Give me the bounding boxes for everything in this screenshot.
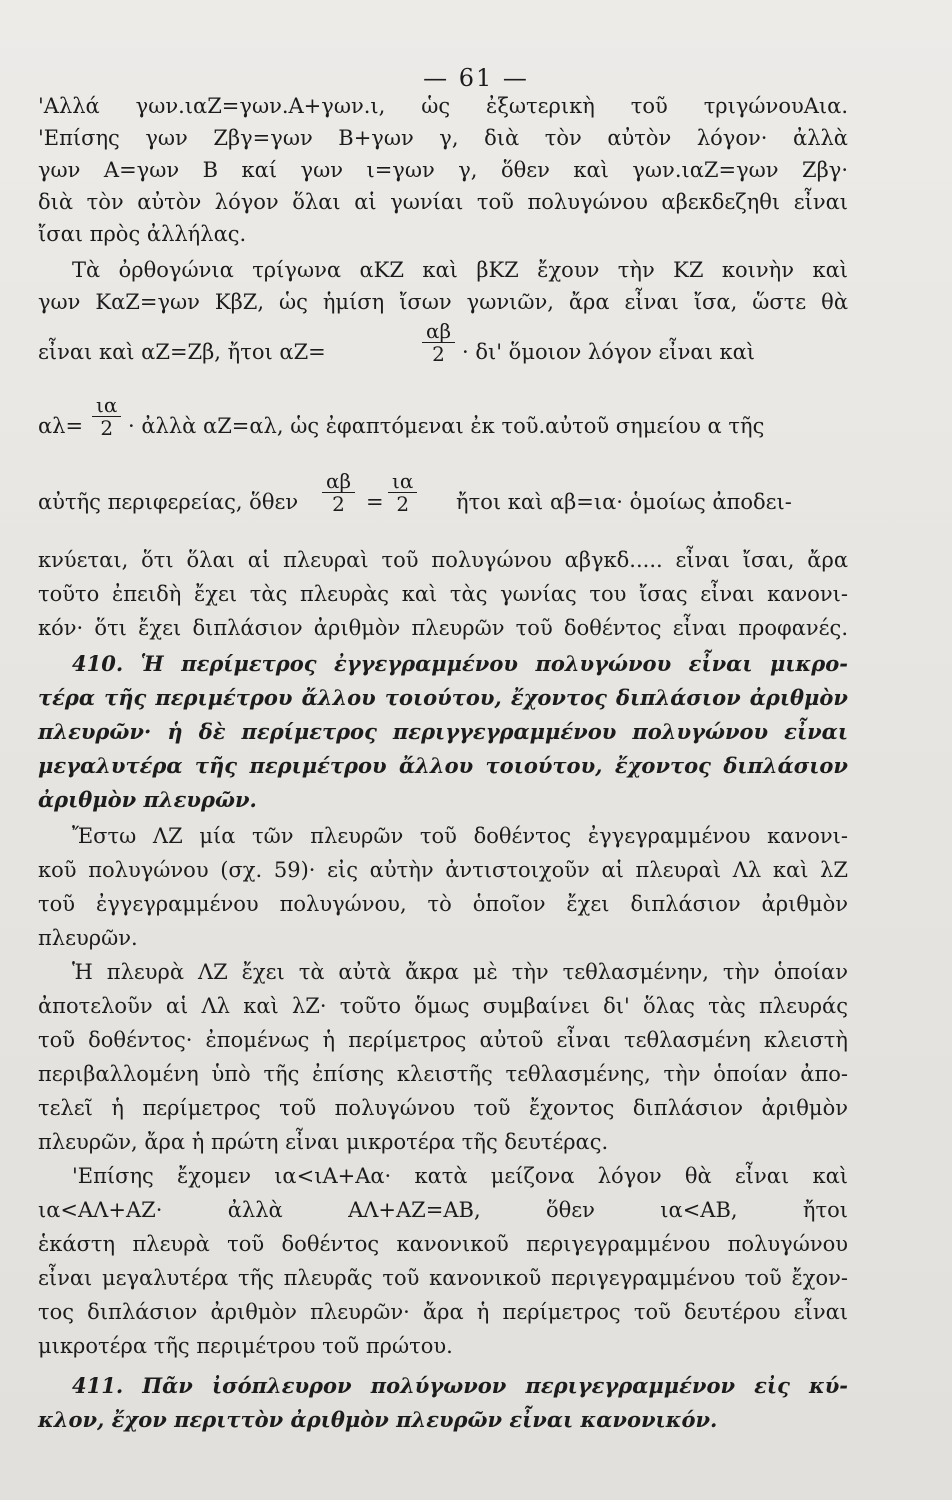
text-line: μικροτέρα τῆς περιμέτρου τοῦ πρώτου. (38, 1334, 453, 1358)
theorem-text: ἀριθμὸν πλευρῶν. (38, 787, 257, 812)
theorem-text: μεγαλυτέρα τῆς περιμέτρου ἄλλου τοιούτου, ἔχοντος διπλάσιον (38, 753, 848, 778)
text-line: τοῦ δοθέντος· ἐπομένως ἡ περίμετρος αὐτοῦ εἶναι τεθλασμένη κλειστὴ (38, 1028, 848, 1052)
text-line: 'Επίσης γων Ζβγ=γων Β+γων γ, διὰ τὸν αὐτὸν λόγον· ἀλλὰ (38, 126, 848, 150)
fraction (420, 320, 457, 365)
text-line: κοῦ πολυγώνου (σχ. 59)· εἰς αὐτὴν ἀντιστοιχοῦν αἱ πλευραὶ Λλ καὶ λΖ (38, 858, 848, 882)
text-line: τοῦ ἐγγεγραμμένου πολυγώνου, τὸ ὁποῖον ἔχει διπλάσιον ἀριθμὸν (38, 892, 848, 916)
theorem-heading: 411. Πᾶν ἰσόπλευρον πολύγωνον περιγεγραμμένον εἰς κύ- (72, 1373, 848, 1398)
equation-text: αλ= (38, 414, 84, 438)
text-line: διὰ τὸν αὐτὸν λόγον ὅλαι αἱ γωνίαι τοῦ πολυγώνου αβεκδεζηθι εἶναι (38, 190, 848, 214)
page-number: — 61 — (423, 64, 529, 92)
fraction-numerator: αβ (426, 319, 452, 343)
fraction-denominator: 2 (332, 492, 345, 516)
fraction-denominator: 2 (100, 416, 114, 440)
text-line: γων Α=γων Β καί γων ι=γων γ, ὅθεν καὶ γων.ιαΖ=γων Ζβγ· (38, 158, 848, 182)
fraction-denominator: 2 (432, 342, 445, 366)
equals-sign: = (366, 490, 384, 514)
fraction (386, 470, 419, 515)
text-line: τελεῖ ἡ περίμετρος τοῦ πολυγώνου τοῦ ἔχοντος διπλάσιον ἀριθμὸν (38, 1096, 848, 1120)
equation-text: ἤτοι καὶ αβ=ια· ὁμοίως ἀποδει- (456, 490, 792, 514)
fraction (320, 470, 357, 515)
text-line: περιβαλλομένη ὑπὸ τῆς ἐπίσης κλειστῆς τεθλασμένης, τὴν ὁποίαν ἀπο- (38, 1062, 848, 1086)
theorem-text: κλον, ἔχον περιττὸν ἀριθμὸν πλευρῶν εἶναι κανονικόν. (38, 1407, 718, 1432)
equation-text: · δι' ὅμοιον λόγον εἶναι καὶ (462, 340, 756, 364)
equation-text: εἶναι καὶ αΖ=Ζβ, ἤτοι αΖ= (38, 340, 326, 364)
text-line: Ἡ πλευρὰ ΛΖ ἔχει τὰ αὐτὰ ἄκρα μὲ τὴν τεθλασμένην, τὴν ὁποίαν (72, 960, 848, 984)
text-line: πλευρῶν. (38, 926, 138, 950)
text-line: 'Αλλά γων.ιαΖ=γων.Α+γων.ι, ὡς ἐξωτερικὴ τοῦ τριγώνουΑια. (38, 94, 848, 118)
text-line: ἴσαι πρὸς ἀλλήλας. (38, 222, 247, 246)
text-line: τος διπλάσιον ἀριθμὸν πλευρῶν· ἄρα ἡ περίμετρος τοῦ δευτέρου εἶναι (38, 1300, 848, 1324)
text-line: Ἔστω ΛΖ μία τῶν πλευρῶν τοῦ δοθέντος ἐγγεγραμμένου κανονι- (72, 824, 848, 848)
text-line: γων ΚαΖ=γων ΚβΖ, ὡς ἡμίση ἴσων γωνιῶν, ἄρα εἶναι ἴσα, ὥστε θὰ (38, 290, 848, 314)
text-line: ἀποτελοῦν αἱ Λλ καὶ λΖ· τοῦτο ὅμως συμβαίνει δι' ὅλας τὰς πλευράς (38, 994, 848, 1018)
theorem-text: τέρα τῆς περιμέτρου ἄλλου τοιούτου, ἔχοντος διπλάσιον ἀριθμὸν (38, 685, 848, 710)
theorem-heading: 410. Ἡ περίμετρος ἐγγεγραμμένου πολυγώνου εἶναι μικρο- (72, 651, 848, 676)
text-line: εἶναι μεγαλυτέρα τῆς πλευρᾶς τοῦ κανονικοῦ περιγεγραμμένου τοῦ ἔχον- (38, 1266, 848, 1290)
text-line: κνύεται, ὅτι ὅλαι αἱ πλευραὶ τοῦ πολυγώνου αβγκδ..... εἶναι ἴσαι, ἄρα (38, 548, 848, 572)
theorem-text: πλευρῶν· ἡ δὲ περίμετρος περιγγεγραμμένου πολυγώνου εἶναι (38, 719, 848, 744)
text-line: κόν· ὅτι ἔχει διπλάσιον ἀριθμὸν πλευρῶν τοῦ δοθέντος εἶναι προφανές. (38, 616, 848, 640)
fraction-numerator: αβ (326, 469, 352, 493)
fraction-numerator: ια (392, 469, 414, 493)
fraction-denominator: 2 (396, 492, 410, 516)
text-line: ια<ΑΛ+ΑΖ· ἀλλὰ ΑΛ+ΑΖ=ΑΒ, ὅθεν ια<ΑΒ, ἤτοι (38, 1198, 848, 1222)
equation-text: αὐτῆς περιφερείας, ὅθεν (38, 490, 299, 514)
text-line: ἑκάστη πλευρὰ τοῦ δοθέντος κανονικοῦ περιγεγραμμένου πολυγώνου (38, 1232, 848, 1256)
fraction (90, 394, 123, 439)
text-line: 'Επίσης ἔχομεν ια<ιΑ+Αα· κατὰ μείζονα λόγον θὰ εἶναι καὶ (72, 1164, 848, 1188)
text-line: Τὰ ὀρθογώνια τρίγωνα αKΖ καὶ βKΖ ἔχουν τὴν ΚΖ κοινὴν καὶ (72, 258, 848, 282)
text-line: τοῦτο ἐπειδὴ ἔχει τὰς πλευρὰς καὶ τὰς γωνίας του ἴσας εἶναι κανονι- (38, 582, 848, 606)
equation-text: · ἀλλὰ αΖ=αλ, ὡς ἐφαπτόμεναι ἐκ τοῦ.αὐτοῦ σημείου α τῆς (128, 414, 765, 438)
fraction-numerator: ια (96, 393, 118, 417)
text-line: πλευρῶν, ἄρα ἡ πρώτη εἶναι μικροτέρα τῆς δευτέρας. (38, 1130, 609, 1154)
